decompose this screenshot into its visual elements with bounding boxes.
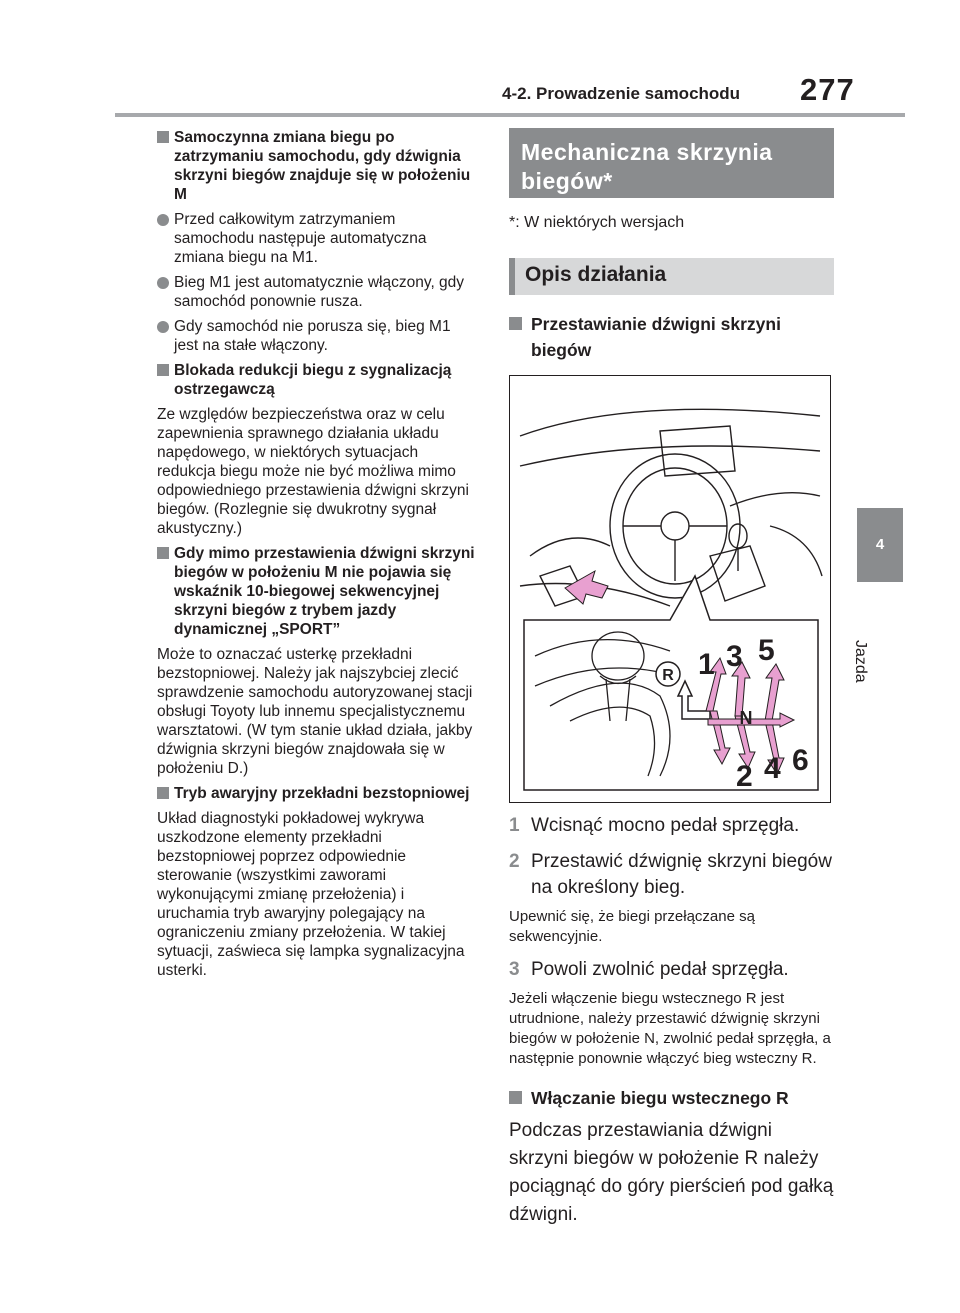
- gear-label-2: 2: [736, 760, 753, 793]
- reverse-label: R: [662, 667, 674, 684]
- illustration-svg: [510, 376, 831, 803]
- gear-label-1: 1: [698, 648, 715, 681]
- subheading: Włączanie biegu wstecznego R: [509, 1085, 834, 1111]
- gear-label-4: 4: [764, 752, 781, 785]
- paragraph: Może to oznaczać usterkę przekładni bezstopniowej. Należy jak najszybciej zlecić sprawdzenie samochodu autoryzowanej stacji obsługi Toyoty lub innemu specjalistycznemu warsztatowi. (W tym stanie układ działa, jakby dźwignia skrzyni biegów znajdowała się w położeniu D.): [157, 646, 473, 777]
- paragraph: Układ diagnostyki pokładowej wykrywa uszkodzone elementy przekładni bezstopniowej poprzez odpowiednie sterowanie (wszystkimi zaworami wykonującymi zmianę przełożenia) i uruchamia tryb awaryjny polegający na ograniczeniu zmiany przełożenia. W takiej sytuacji, zaświeca się lampka sygnalizacyjna usterki.: [157, 810, 465, 979]
- subheading: Blokada redukcji biegu z sygnalizacją ostrzegawczą: [157, 361, 477, 399]
- list-item: Gdy samochód nie porusza się, bieg M1 jest na stałe włączony.: [157, 317, 477, 355]
- step: 1 Wcisnąć mocno pedał sprzęgła.: [509, 813, 834, 839]
- step-note: Jeżeli włączenie biegu wstecznego R jest utrudnione, należy przestawić dźwignię skrzyni biegów w położenie N, zwolnić pedał sprzęgła, a następnie ponownie włączyć bieg wsteczny R.: [509, 990, 831, 1067]
- step-note: Upewnić się, że biegi przełączane są sekwencyjnie.: [509, 908, 755, 945]
- square-bullet-icon: [509, 317, 522, 330]
- square-bullet-icon: [157, 131, 169, 143]
- subheading: Tryb awaryjny przekładni bezstopniowej: [157, 784, 477, 803]
- subsection-heading: Opis działania: [509, 258, 834, 295]
- square-bullet-icon: [157, 364, 169, 376]
- subheading: Gdy mimo przestawienia dźwigni skrzyni biegów w położeniu M nie pojawia się wskaźnik 10-biegowej sekwencyjnej skrzyni biegów z trybem jazdy dynamicznej „SPORT”: [157, 544, 477, 639]
- page-number: 277: [800, 72, 855, 107]
- gear-label-5: 5: [758, 634, 775, 667]
- chapter-tab[interactable]: 4: [857, 508, 903, 582]
- right-column: [509, 128, 834, 1229]
- list-item: Przed całkowitym zatrzymaniem samochodu następuje automatyczna zmiana biegu na M1.: [157, 210, 477, 267]
- circle-bullet-icon: [157, 321, 169, 333]
- chapter-label: Jazda: [852, 640, 869, 683]
- step-number: 1: [509, 815, 520, 836]
- paragraph: Podczas przestawiania dźwigni skrzyni biegów w położenie R należy pociągnąć do góry pierścień pod gałką dźwigni.: [509, 1120, 834, 1225]
- step: 3 Powoli zwolnić pedał sprzęgła.: [509, 957, 834, 983]
- subheading: Przestawianie dźwigni skrzyni biegów: [509, 311, 834, 363]
- neutral-label: N: [739, 708, 753, 728]
- circle-bullet-icon: [157, 277, 169, 289]
- section-banner: Mechaniczna skrzynia biegów*: [509, 128, 834, 198]
- header-rule: [115, 113, 905, 117]
- dashboard-drawing: [520, 409, 822, 606]
- step: 2 Przestawić dźwignię skrzyni biegów na określony bieg.: [509, 851, 832, 898]
- circle-bullet-icon: [157, 214, 169, 226]
- step-number: 2: [509, 851, 520, 872]
- subheading: Samoczynna zmiana biegu po zatrzymaniu samochodu, gdy dźwignia skrzyni biegów znajduje się w położeniu M: [157, 128, 477, 204]
- gear-shift-illustration: [509, 375, 831, 803]
- list-item: Bieg M1 jest automatycznie włączony, gdy samochód ponownie rusza.: [157, 273, 477, 311]
- paragraph: Ze względów bezpieczeństwa oraz w celu zapewnienia sprawnego działania układu napędowego, w niektórych sytuacjach redukcja biegu może nie być możliwa mimo odpowiedniego przestawienia dźwigni skrzyni biegów. (Rozlegnie się dwukrotny sygnał akustyczny.): [157, 406, 469, 537]
- gear-label-6: 6: [792, 744, 809, 777]
- pedal-arrow-icon: [565, 571, 608, 604]
- section-title: 4-2. Prowadzenie samochodu: [502, 84, 741, 103]
- gear-label-3: 3: [726, 640, 743, 673]
- square-bullet-icon: [509, 1091, 522, 1104]
- square-bullet-icon: [157, 787, 169, 799]
- left-column: [157, 128, 477, 986]
- step-number: 3: [509, 959, 520, 980]
- square-bullet-icon: [157, 547, 169, 559]
- footnote: *: W niektórych wersjach: [509, 214, 685, 231]
